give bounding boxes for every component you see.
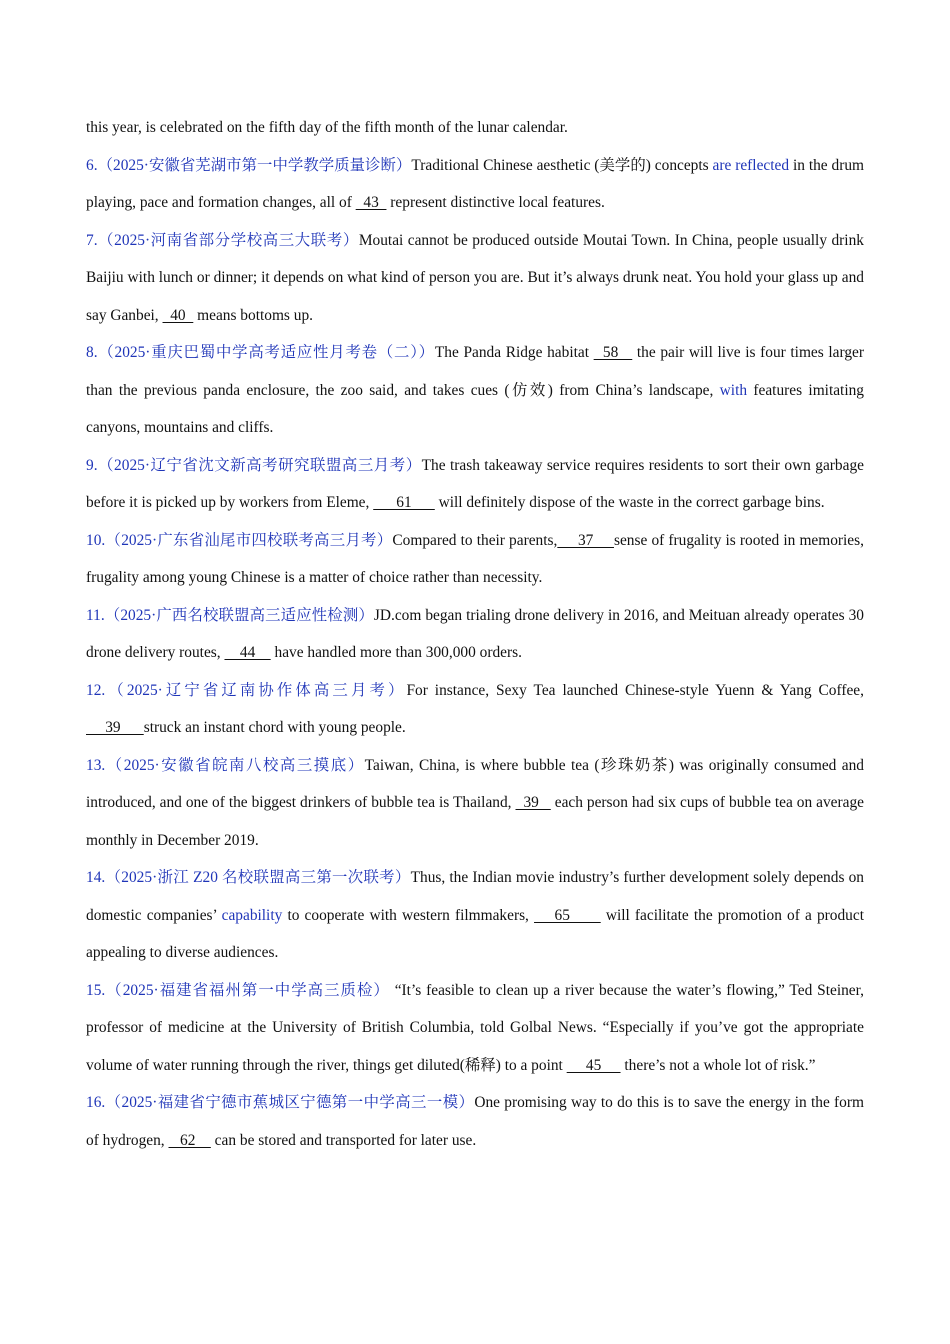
answer-blank: 58 <box>593 344 633 361</box>
question-number: 7. <box>86 231 98 249</box>
question-source: （2025·福建省福州第一中学高三质检） <box>105 981 390 999</box>
question-text: represent distinctive local features. <box>386 194 605 211</box>
question-source: （2025·广西名校联盟高三适应性检测） <box>104 606 374 624</box>
question-9 <box>86 447 864 522</box>
question-number: 14. <box>86 869 106 886</box>
question-16 <box>86 1084 864 1159</box>
question-text: One promising way to do this is to save the energy in the form of hydrogen, <box>86 1094 864 1149</box>
question-source: （2025·安徽省芜湖市第一中学教学质量诊断） <box>97 156 412 174</box>
question-text: Compared to their parents, <box>392 531 558 549</box>
answer-blank: 61 <box>373 494 435 511</box>
question-6 <box>86 147 864 222</box>
highlighted-phrase: with <box>719 381 748 399</box>
question-text: Taiwan, China, is where bubble tea (珍珠奶茶) was originally consumed and introduced, and one of the biggest drinkers of bubble tea is Thailand, <box>86 756 864 811</box>
answer-blank: 62 <box>168 1131 211 1149</box>
question-text: The trash takeaway service requires residents to sort their own garbage before it is picked up by workers from Eleme, <box>86 456 864 511</box>
question-text: features imitating canyons, mountains and cliffs. <box>86 381 864 436</box>
question-source: （2025·广东省汕尾市四校联考高三月考） <box>105 531 393 549</box>
question-12 <box>86 672 864 747</box>
question-number: 9. <box>86 456 98 474</box>
question-text: there’s not a whole lot of risk.” <box>620 1056 816 1074</box>
answer-blank: 37 <box>557 531 614 549</box>
answer-blank: 44 <box>224 644 271 661</box>
answer-blank: 45 <box>566 1056 621 1074</box>
question-8 <box>86 334 864 447</box>
question-text: The Panda Ridge habitat <box>434 344 594 361</box>
question-text: sense of frugality is rooted in memories, frugality among young Chinese is a matter of choice rather than necessity. <box>86 531 864 586</box>
question-source: （2025·河南省部分学校高三大联考） <box>97 231 359 249</box>
answer-blank: 40 <box>162 306 194 324</box>
question-11 <box>86 597 864 672</box>
question-text: have handled more than 300,000 orders. <box>270 644 522 661</box>
question-number: 13. <box>86 756 106 774</box>
intro-text: this year, is celebrated on the fifth day of the fifth month of the lunar calendar. <box>86 119 568 136</box>
question-source: （2025·重庆巴蜀中学高考适应性月考卷（二）） <box>97 344 435 361</box>
question-source: （2025·安徽省皖南八校高三摸底） <box>105 756 365 774</box>
question-source: （2025·辽宁省辽南协作体高三月考） <box>105 681 407 699</box>
question-number: 12. <box>86 681 106 699</box>
highlighted-phrase: capability <box>221 906 283 924</box>
question-number: 10. <box>86 531 106 549</box>
question-number: 11. <box>86 606 105 624</box>
answer-blank: 43 <box>355 194 387 211</box>
question-text: For instance, Sexy Tea launched Chinese-style Yuenn & Yang Coffee, <box>406 681 864 699</box>
question-10 <box>86 522 864 597</box>
question-text: means bottoms up. <box>193 306 313 324</box>
question-text: in the drum playing, pace and formation changes, all of <box>86 156 864 211</box>
question-text: Thus, the Indian movie industry’s further development solely depends on domestic companies’ <box>86 869 864 924</box>
question-text: can be stored and transported for later use. <box>210 1131 477 1149</box>
question-text: will definitely dispose of the waste in the correct garbage bins. <box>434 494 825 511</box>
question-text: Traditional Chinese aesthetic (美学的) concepts <box>411 156 713 174</box>
question-source: （2025·辽宁省沈文新高考研究联盟高三月考） <box>97 456 422 474</box>
question-text: Moutai cannot be produced outside Moutai Town. In China, people usually drink Baijiu with lunch or dinner; it depends on what kind of person you are. But it’s always drunk neat. You hold your glass up and say Ganbei, <box>86 231 864 324</box>
question-number: 16. <box>86 1094 106 1111</box>
question-text: struck an instant chord with young people. <box>143 719 406 736</box>
question-13 <box>86 747 864 860</box>
question-text: each person had six cups of bubble tea on average monthly in December 2019. <box>86 794 864 849</box>
question-7 <box>86 222 864 335</box>
question-source: （2025·浙江 Z20 名校联盟高三第一次联考） <box>105 869 411 886</box>
question-14 <box>86 859 864 972</box>
question-text: to cooperate with western filmmakers, <box>282 906 535 924</box>
question-text: will facilitate the promotion of a product appealing to diverse audiences. <box>86 906 864 961</box>
answer-blank: 39 <box>86 719 144 736</box>
question-number: 8. <box>86 344 98 361</box>
question-source: （2025·福建省宁德市蕉城区宁德第一中学高三一模） <box>105 1094 475 1111</box>
question-15 <box>86 972 864 1085</box>
answer-blank: 65 <box>534 906 601 924</box>
question-text: “It’s feasible to clean up a river because the water’s flowing,” Ted Steiner, professor of medicine at the University of British Columbia, told Golbal News. “Especially if you’ve got the appropriate volume of water running through the river, things get diluted(稀释) to a point <box>86 981 864 1074</box>
highlighted-phrase: are reflected <box>712 156 790 174</box>
question-number: 15. <box>86 981 106 999</box>
question-number: 6. <box>86 156 98 174</box>
question-text: JD.com began trialing drone delivery in 2016, and Meituan already operates 30 drone delivery routes, <box>86 606 864 661</box>
document-page <box>86 109 864 1159</box>
question-text: the pair will live is four times larger than the previous panda enclosure, the zoo said, and takes cues (仿效) from China’s landscape, <box>86 344 864 399</box>
answer-blank: 39 <box>515 794 551 811</box>
